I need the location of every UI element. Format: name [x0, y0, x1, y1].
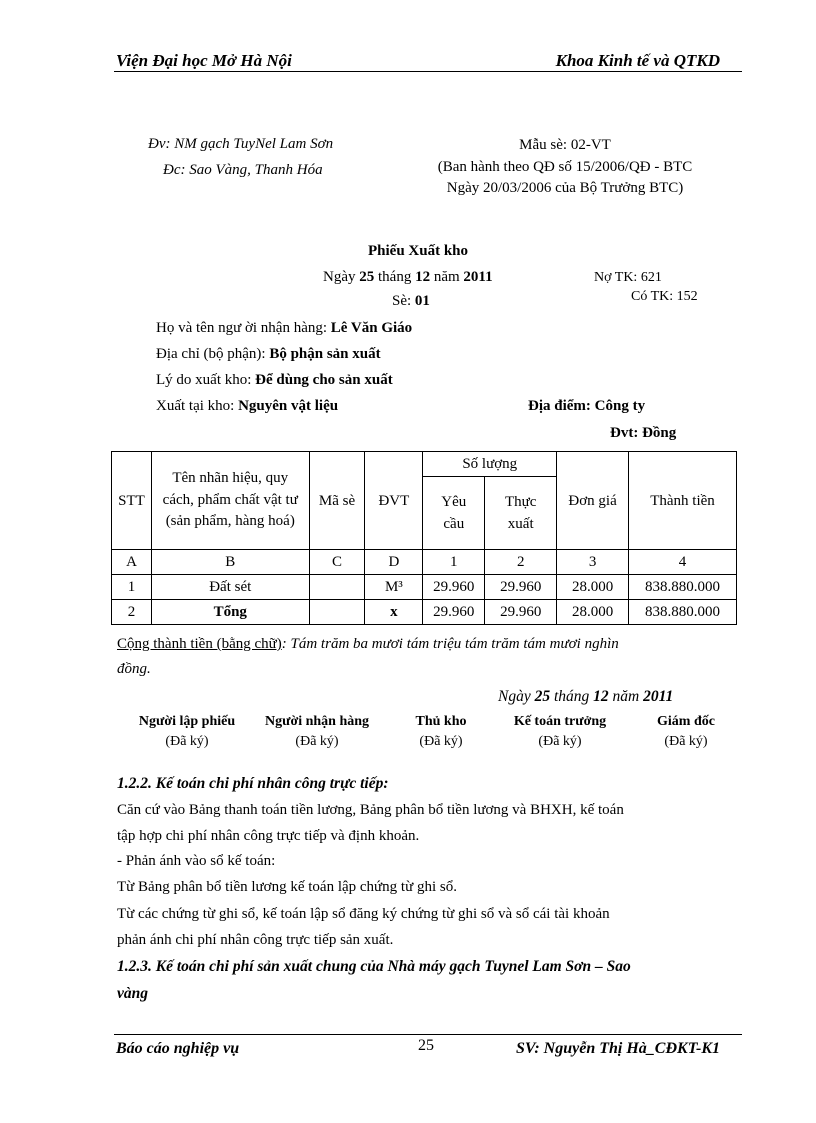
- form-decree-date: Ngày 20/03/2006 của Bộ Trưởng BTC): [446, 180, 684, 196]
- section-122-title: 1.2.2. Kế toán chi phí nhân công trực tiếp:: [117, 775, 389, 792]
- col-stt-header: STT: [112, 452, 152, 550]
- total-words-cont: đồng.: [117, 661, 151, 677]
- paragraph-line: Căn cứ vào Bảng thanh toán tiền lương, Bảng phân bổ tiền lương và BHXH, kế toán: [117, 802, 624, 818]
- paragraph-line: phản ánh chi phí nhân công trực tiếp sản xuất.: [117, 932, 394, 948]
- form-decree: (Ban hành theo QĐ số 15/2006/QĐ - BTC: [437, 159, 693, 175]
- voucher-date: Ngày 25 tháng 12 năm 2011: [323, 269, 493, 285]
- signature-receiver: Người nhận hàng (Đã ký): [264, 714, 370, 749]
- reason: Để dùng cho sản xuất: [255, 372, 393, 388]
- unit-address: Đc: Sao Vàng, Thanh Hóa: [163, 162, 323, 178]
- voucher-title: Phiếu Xuất kho: [368, 243, 469, 259]
- location: Địa điểm: Công ty: [528, 398, 646, 414]
- voucher-number: Sè: 01: [392, 293, 430, 309]
- footer-left: Báo cáo nghiệp vụ: [116, 1040, 240, 1057]
- receiver-line: Họ và tên ngư ời nhận hàng: Lê Văn Giáo: [156, 320, 413, 336]
- header-left: Viện Đại học Mở Hà Nội: [116, 51, 292, 70]
- warehouse-line: Xuất tại kho: Nguyên vật liệu: [156, 398, 339, 414]
- reason-line: Lý do xuất kho: Để dùng cho sản xuất: [156, 372, 393, 388]
- col-code-header: Mã sè: [309, 452, 365, 550]
- signature-storekeeper: Thủ kho (Đã ký): [415, 714, 467, 749]
- col-price-header: Đơn giá: [557, 452, 629, 550]
- section-123-title: 1.2.3. Kế toán chi phí sản xuất chung của Nhà máy gạch Tuynel Lam Sơn – Sao: [117, 958, 631, 975]
- table-row: 2 Tổng x 29.960 29.960 28.000 838.880.000: [112, 600, 737, 625]
- footer-rule: [114, 1034, 742, 1035]
- department-line: Địa chỉ (bộ phận): Bộ phận sản xuất: [156, 346, 381, 362]
- header-right: Khoa Kinh tế và QTKD: [555, 51, 720, 70]
- receiver-name: Lê Văn Giáo: [330, 320, 413, 336]
- form-code: Mẫu sè: 02-VT: [519, 137, 611, 153]
- paragraph-line: Từ Bảng phân bổ tiền lương kế toán lập chứng từ ghi sổ.: [117, 879, 457, 895]
- signature-chief-accountant: Kế toán trưởng (Đã ký): [513, 714, 607, 749]
- paragraph-line: Từ các chứng từ ghi sổ, kế toán lập sổ đăng ký chứng từ ghi sổ và sổ cái tài khoản: [117, 906, 610, 922]
- department: Bộ phận sản xuất: [269, 346, 381, 362]
- voucher-table: [111, 451, 737, 625]
- paragraph-line: tập hợp chi phí nhân công trực tiếp và định khoản.: [117, 828, 420, 844]
- col-amount-header: Thành tiền: [629, 452, 737, 550]
- signature-preparer: Người lập phiếu (Đã ký): [138, 714, 236, 749]
- unit-name: Đv: NM gạch TuyNel Lam Sơn: [148, 136, 334, 152]
- total-words: Cộng thành tiền (bằng chữ): Tám trăm ba mươi tám triệu tám trăm tám mươi nghìn: [117, 636, 619, 652]
- currency-unit: Đvt: Đồng: [610, 425, 677, 441]
- footer-right: SV: Nguyễn Thị Hà_CĐKT-K1: [515, 1040, 720, 1057]
- page-number: 25: [418, 1037, 434, 1054]
- col-name-header: Tên nhãn hiệu, quy cách, phẩm chất vật tư (sản phẩm, hàng hoá): [151, 452, 309, 550]
- warehouse: Nguyên vật liệu: [238, 398, 339, 414]
- table-row: A B C D 1 2 3 4: [112, 550, 737, 575]
- signature-director: Giám đốc (Đã ký): [657, 714, 715, 749]
- col-unit-header: ĐVT: [365, 452, 423, 550]
- table-row: 1 Đất sét M³ 29.960 29.960 28.000 838.880.000: [112, 575, 737, 600]
- sign-date: Ngày 25 tháng 12 năm 2011: [498, 688, 674, 705]
- credit-account: Có TK: 152: [631, 289, 698, 304]
- col-req-header: Yêu cầu: [423, 477, 485, 550]
- col-qty-header: Số lượng: [423, 452, 557, 477]
- col-act-header: Thực xuất: [485, 477, 557, 550]
- section-123-title-cont: vàng: [117, 985, 148, 1002]
- debit-account: Nợ TK: 621: [594, 270, 662, 285]
- paragraph-line: - Phản ánh vào sổ kế toán:: [117, 853, 276, 869]
- header-rule: [114, 71, 742, 72]
